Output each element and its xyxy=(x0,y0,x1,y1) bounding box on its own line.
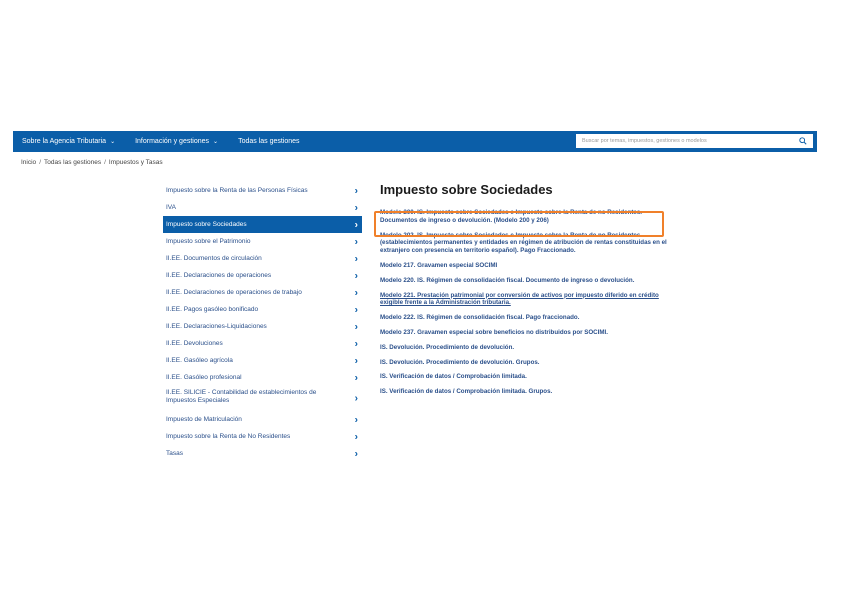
sidebar-item-label: II.EE. Declaraciones de operaciones xyxy=(166,272,272,279)
chevron-right-icon: › xyxy=(354,448,358,459)
sidebar-item-documentos-circulacion[interactable] xyxy=(163,250,362,267)
nav-item-label: Sobre la Agencia Tributaria xyxy=(22,138,107,145)
sidebar-item-patrimonio[interactable] xyxy=(163,233,362,250)
nav-item-label: Información y gestiones xyxy=(135,138,210,145)
sidebar-item-declaraciones-liquidaciones[interactable] xyxy=(163,318,362,335)
nav-item-todas-gestiones[interactable] xyxy=(238,138,299,145)
sidebar-item-irpf[interactable] xyxy=(163,182,362,199)
chevron-right-icon: › xyxy=(354,431,358,442)
chevron-right-icon: › xyxy=(354,414,358,425)
link-modelo-220[interactable]: Modelo 220. IS. Régimen de consolidación fiscal. Documento de ingreso o devolución. xyxy=(380,276,635,284)
sidebar-item-iva[interactable] xyxy=(163,199,362,216)
sidebar-item-pagos-gasoleo[interactable] xyxy=(163,301,362,318)
sidebar-item-declaraciones-operaciones[interactable] xyxy=(163,267,362,284)
sidebar-item-gasoleo-agricola[interactable] xyxy=(163,352,362,369)
chevron-right-icon: › xyxy=(354,236,358,247)
chevron-right-icon: › xyxy=(354,253,358,264)
sidebar-item-label: II.EE. Declaraciones-Liquidaciones xyxy=(166,323,267,330)
sidebar-item-label: II.EE. Gasóleo profesional xyxy=(166,374,242,381)
sidebar-item-sociedades[interactable] xyxy=(163,216,362,233)
nav-item-sobre-agencia[interactable] xyxy=(22,138,115,145)
sidebar-item-tasas[interactable] xyxy=(163,445,362,462)
sidebar-item-gasoleo-profesional[interactable] xyxy=(163,369,362,386)
page-title: Impuesto sobre Sociedades xyxy=(380,182,553,197)
sidebar-item-label: II.EE. Gasóleo agrícola xyxy=(166,357,233,364)
chevron-right-icon: › xyxy=(354,185,358,196)
sidebar-item-label: II.EE. Declaraciones de operaciones de trabajo xyxy=(166,289,302,296)
top-navbar xyxy=(13,131,817,152)
sidebar-item-label: II.EE. SILICIE - Contabilidad de establecimientos de Impuestos Especiales xyxy=(166,389,317,404)
chevron-down-icon: ⌄ xyxy=(110,139,116,145)
chevron-right-icon: › xyxy=(354,372,358,383)
sidebar-item-label: Impuesto sobre el Patrimonio xyxy=(166,238,251,245)
chevron-right-icon: › xyxy=(354,355,358,366)
link-modelo-200[interactable]: Modelo 200. IS. Impuesto sobre Sociedades e Impuesto sobre la Renta de no Residentes. Documentos de ingreso o devolución. (Modelo 200 y 206) xyxy=(380,209,643,224)
link-is-verificacion-grupos[interactable]: IS. Verificación de datos / Comprobación limitada. Grupos. xyxy=(380,388,553,396)
link-list xyxy=(380,209,670,396)
link-modelo-222[interactable]: Modelo 222. IS. Régimen de consolidación fiscal. Pago fraccionado. xyxy=(380,314,580,322)
breadcrumb xyxy=(21,159,163,166)
sidebar-item-no-residentes[interactable] xyxy=(163,428,362,445)
link-modelo-221[interactable]: Modelo 221. Prestación patrimonial por conversión de activos por impuesto diferido en crédito exigible frente a la Administración tributaria. xyxy=(380,291,659,307)
chevron-down-icon: ⌄ xyxy=(213,139,219,145)
sidebar-item-silicie[interactable] xyxy=(163,386,362,411)
chevron-right-icon: › xyxy=(354,338,358,349)
link-is-devolucion[interactable]: IS. Devolución. Procedimiento de devolución. xyxy=(380,343,515,351)
breadcrumb-separator: / xyxy=(39,159,41,166)
search-input[interactable] xyxy=(582,138,792,144)
sidebar-item-label: Impuesto sobre Sociedades xyxy=(166,221,247,228)
breadcrumb-item-inicio[interactable]: Inicio xyxy=(21,159,37,166)
sidebar-item-label: Impuesto sobre la Renta de No Residentes xyxy=(166,433,291,440)
search-icon[interactable] xyxy=(799,137,807,145)
nav-item-label: Todas las gestiones xyxy=(238,138,300,145)
sidebar-item-label: Tasas xyxy=(166,450,183,457)
chevron-right-icon: › xyxy=(354,321,358,332)
link-modelo-202[interactable]: Modelo 202. IS. Impuesto sobre Sociedades e Impuesto sobre la Renta de no Residentes (establecimientos permanentes y entidades en régimen de atribución de rentas constituidas en el extranjero con presencia en territorio español). Pago Fraccionado. xyxy=(380,231,667,255)
sidebar-item-declaraciones-trabajo[interactable] xyxy=(163,284,362,301)
sidebar-item-label: II.EE. Devoluciones xyxy=(166,340,223,347)
sidebar-item-label: Impuesto sobre la Renta de las Personas Físicas xyxy=(166,187,308,194)
link-is-devolucion-grupos[interactable]: IS. Devolución. Procedimiento de devolución. Grupos. xyxy=(380,358,540,366)
sidebar-item-label: Impuesto de Matriculación xyxy=(166,416,242,423)
breadcrumb-item-impuestos-tasas[interactable]: Impuestos y Tasas xyxy=(108,159,163,166)
chevron-right-icon: › xyxy=(354,287,358,298)
search-box xyxy=(576,134,813,148)
sidebar-item-label: IVA xyxy=(166,204,176,211)
link-modelo-237[interactable]: Modelo 237. Gravamen especial sobre beneficios no distribuidos por SOCIMI. xyxy=(380,328,608,336)
sidebar-item-label: II.EE. Documentos de circulación xyxy=(166,255,262,262)
chevron-right-icon: › xyxy=(354,202,358,213)
breadcrumb-item-todas-gestiones[interactable]: Todas las gestiones xyxy=(44,159,102,166)
chevron-right-icon: › xyxy=(354,219,358,230)
sidebar-item-label: II.EE. Pagos gasóleo bonificado xyxy=(166,306,259,313)
chevron-right-icon: › xyxy=(354,392,358,404)
chevron-right-icon: › xyxy=(354,304,358,315)
link-modelo-217[interactable]: Modelo 217. Gravamen especial SOCIMI xyxy=(380,261,498,269)
link-is-verificacion[interactable]: IS. Verificación de datos / Comprobación limitada. xyxy=(380,373,527,381)
nav-item-informacion-gestiones[interactable] xyxy=(135,138,218,145)
sidebar-item-matriculacion[interactable] xyxy=(163,411,362,428)
chevron-right-icon: › xyxy=(354,270,358,281)
sidebar-menu xyxy=(163,182,362,462)
breadcrumb-separator: / xyxy=(104,159,106,166)
sidebar-item-devoluciones[interactable] xyxy=(163,335,362,352)
highlight-box xyxy=(374,211,664,237)
